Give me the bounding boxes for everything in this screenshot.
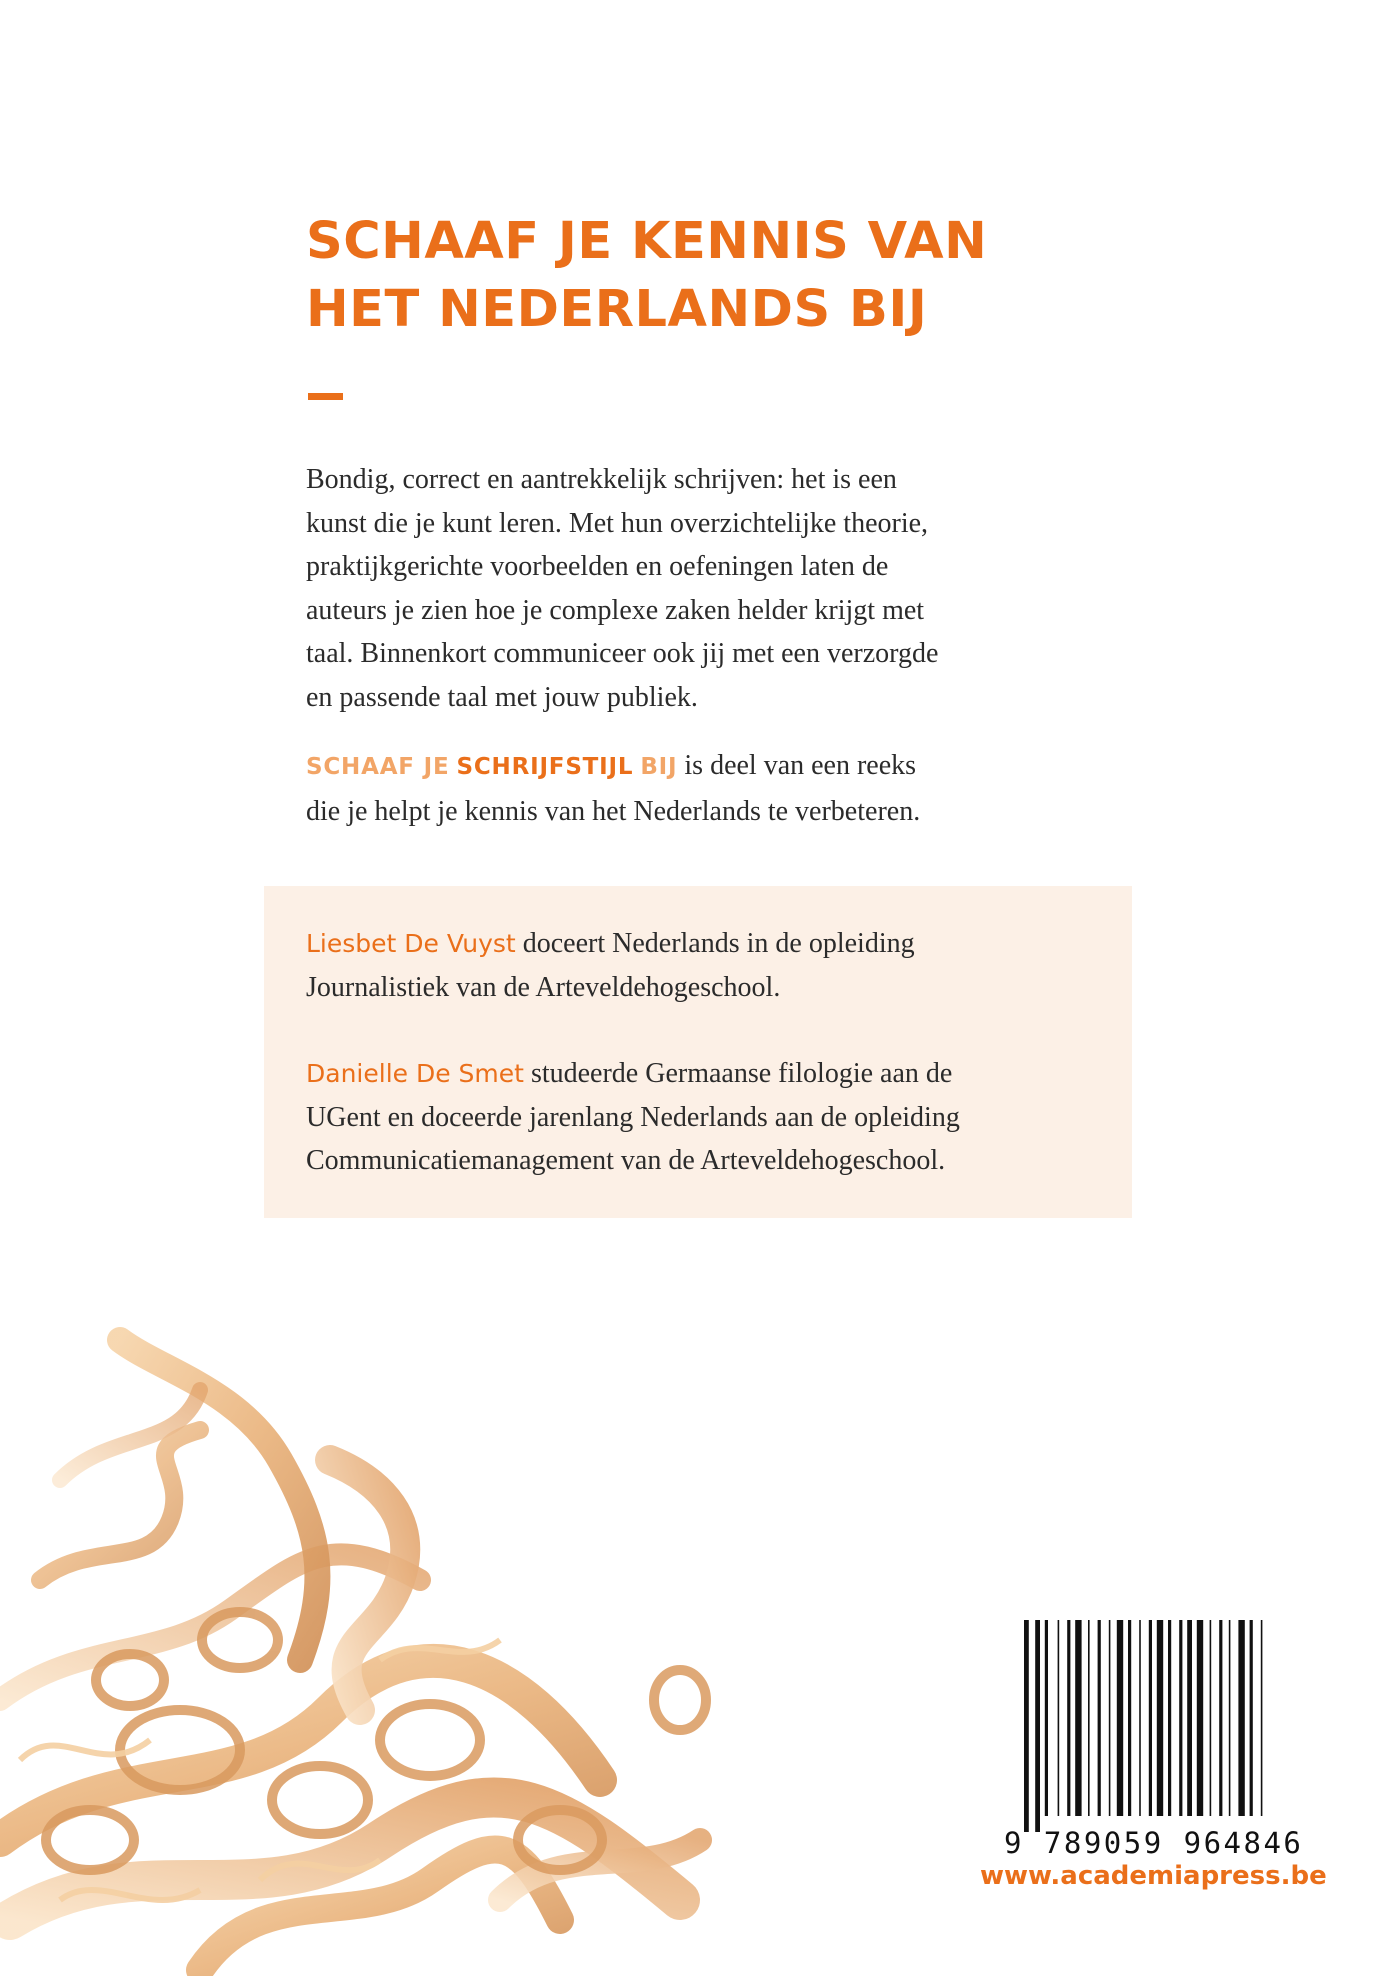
barcode-bar xyxy=(1229,1620,1231,1816)
barcode-bar xyxy=(1109,1620,1111,1816)
author-bio-text: Journalistiek van de Arteveldehogeschool. xyxy=(306,971,781,1003)
headline-line-1: SCHAAF JE KENNIS VAN xyxy=(306,212,988,271)
isbn-number: 9 789059 964846 xyxy=(1004,1826,1304,1860)
barcode-bar xyxy=(1238,1620,1244,1816)
description-line: auteurs je zien hoe je complexe zaken helder krijgt met xyxy=(306,594,925,626)
author-name: Danielle De Smet xyxy=(306,1059,524,1088)
authors-box xyxy=(264,886,1132,1218)
series-title-part-1: SCHAAF JE xyxy=(306,754,450,780)
headline xyxy=(306,208,1066,344)
series-note xyxy=(306,744,1086,833)
author-bio-text: UGent en doceerde jarenlang Nederlands aan de opleiding xyxy=(306,1101,960,1133)
author-bio-text: studeerde Germaanse filologie aan de xyxy=(530,1058,953,1089)
barcode-bar xyxy=(1128,1620,1131,1816)
barcode-bar xyxy=(1088,1620,1090,1816)
author-bio xyxy=(306,922,1106,1009)
description-line: praktijkgerichte voorbeelden en oefeningen laten de xyxy=(306,551,889,582)
barcode-bar xyxy=(1058,1620,1060,1816)
description-line: Bondig, correct en aantrekkelijk schrijven: het is een xyxy=(306,464,897,495)
barcode-bar xyxy=(1139,1620,1141,1816)
barcode-bar xyxy=(1035,1620,1040,1832)
barcode-bar xyxy=(1197,1620,1203,1816)
wood-shavings-image xyxy=(0,1280,900,1976)
series-text-1: is deel van een reeks xyxy=(684,750,917,781)
barcode xyxy=(1000,1620,1300,1860)
series-text-2: die je helpt je kennis van het Nederlands te verbeteren. xyxy=(306,795,921,827)
accent-dash xyxy=(308,393,343,400)
barcode-bar xyxy=(1067,1620,1070,1816)
headline-line-2: HET NEDERLANDS BIJ xyxy=(306,280,928,339)
description-line: taal. Binnenkort communiceer ook jij met een verzorgde xyxy=(306,638,939,669)
description xyxy=(306,458,1066,719)
publisher-website: www.academiapress.be xyxy=(980,1861,1327,1891)
barcode-bar xyxy=(1075,1620,1081,1816)
author-bio xyxy=(306,1052,1106,1183)
barcode-bar xyxy=(1261,1620,1263,1816)
description-line: en passende taal met jouw publiek. xyxy=(306,681,698,713)
barcode-bar xyxy=(1117,1620,1123,1816)
barcode-bar xyxy=(1098,1620,1101,1816)
barcode-bar xyxy=(1250,1620,1253,1816)
barcode-bar xyxy=(1157,1620,1163,1816)
barcode-bar xyxy=(1210,1620,1212,1816)
barcode-bar xyxy=(1024,1620,1029,1832)
barcode-bar xyxy=(1168,1620,1171,1816)
author-bio-text: Communicatiemanagement van de Arteveldehogeschool. xyxy=(306,1145,946,1176)
barcode-bar xyxy=(1045,1620,1048,1816)
description-line: kunst die je kunt leren. Met hun overzichtelijke theorie, xyxy=(306,507,929,539)
author-bio-text: doceert Nederlands in de opleiding xyxy=(522,928,915,959)
series-title-part-2: SCHRIJFSTIJL xyxy=(456,754,634,780)
barcode-bar xyxy=(1219,1620,1222,1816)
series-title-part-3: BIJ xyxy=(640,754,678,780)
barcode-bar xyxy=(1187,1620,1192,1816)
barcode-bar xyxy=(1149,1620,1152,1816)
barcode-bar xyxy=(1179,1620,1182,1816)
author-name: Liesbet De Vuyst xyxy=(306,929,516,958)
